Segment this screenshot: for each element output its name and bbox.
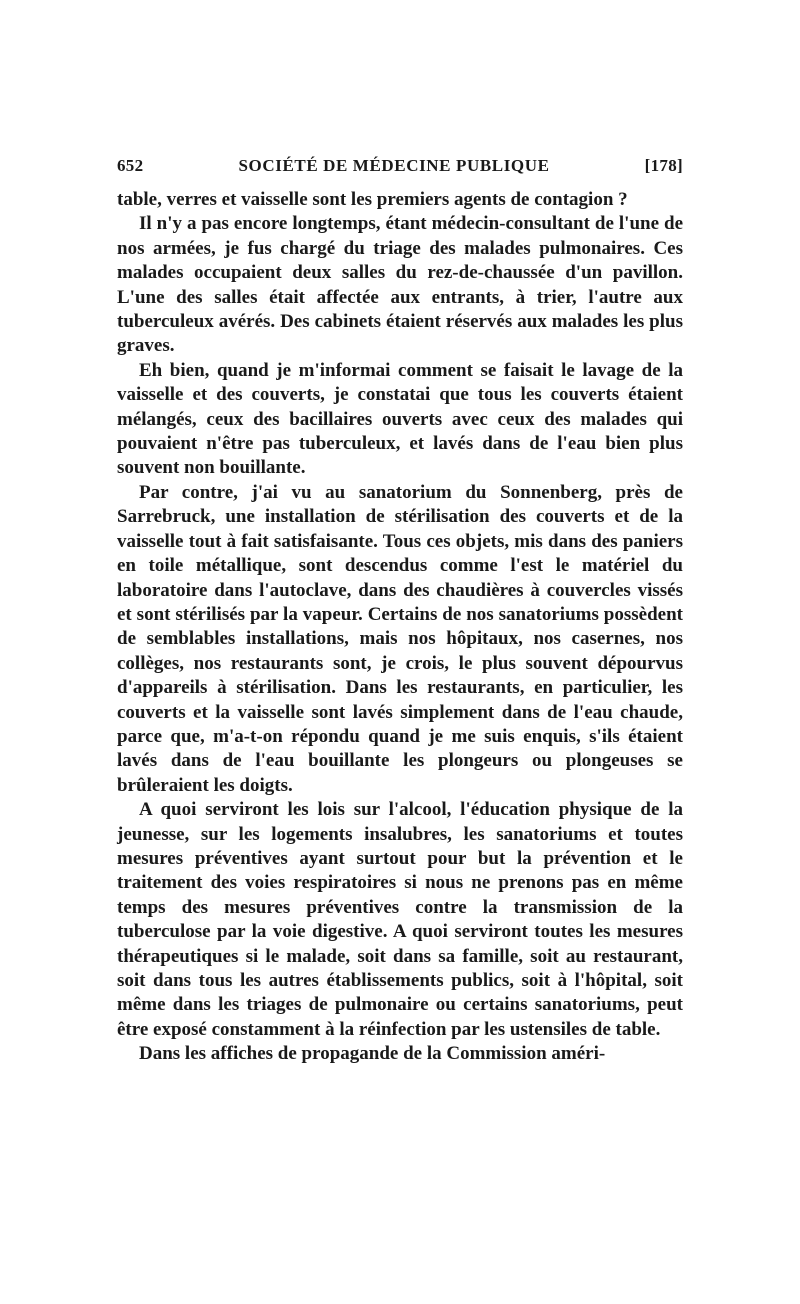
body-text [117,188,683,1067]
paragraph: Eh bien, quand je m'informai comment se faisait le lavage de la vaisselle et des couverts, je constatai que tous les couverts étaient mélangés, ceux des bacillaires ouverts avec ceux des malades qui pouvaient n'être pas tuberculeux, et lavés dans de l'eau bien plus souvent non bouillante. [117,359,683,479]
book-page [117,156,683,1067]
running-title: SOCIÉTÉ DE MÉDECINE PUBLIQUE [238,156,550,175]
section-number: [178] [644,156,683,175]
paragraph: Dans les affiches de propagande de la Commission améri- [139,1043,606,1065]
paragraph: Par contre, j'ai vu au sanatorium du Sonnenberg, près de Sarrebruck, une installation de stérilisation des couverts et de la vaisselle tout à fait satisfaisante. Tous ces objets, mis dans des paniers en toile métallique, sont descendus comme l'est le matériel du laboratoire dans l'autoclave, dans des chaudières à couvercles vissés et sont stérilisés par la vapeur. Certains de nos sanatoriums possèdent de semblables installations, mais nos hôpitaux, nos casernes, nos collèges, nos restaurants sont, je crois, le plus souvent dépourvus d'appareils à stérilisation. Dans les restaurants, en particulier, les couverts et la vaisselle sont lavés simplement dans de l'eau chaude, parce que, m'a-t-on répondu quand je me suis enquis, s'ils étaient lavés dans de l'eau bouillante les plongeurs ou plongeuses se brûleraient les doigts. [117,481,683,796]
running-header [117,156,683,182]
paragraph-continuation: table, verres et vaisselle sont les premiers agents de contagion ? [117,189,628,210]
paragraph: A quoi serviront les lois sur l'alcool, l'éducation physique de la jeunesse, sur les logements insalubres, les sanatoriums et toutes mesures préventives ayant surtout pour but la prévention et le traitement des voies respiratoires si nous ne prenons pas en même temps des mesures préventives contre la transmission de la tuberculose par la voie digestive. A quoi serviront toutes les mesures thérapeutiques si le malade, soit dans sa famille, soit au restaurant, soit dans tous les autres établissements publics, soit à l'hôpital, soit même dans les triages de pulmonaire ou certains sanatoriums, peut être exposé constamment à la réinfection par les ustensiles de table. [117,799,683,1040]
page-number: 652 [117,156,144,175]
paragraph: Il n'y a pas encore longtemps, étant médecin-consultant de l'une de nos armées, je fus chargé du triage des malades pulmonaires. Ces malades occupaient deux salles du rez-de-chaussée d'un pavillon. L'une des salles était affectée aux entrants, à trier, l'autre aux tuberculeux avérés. Des cabinets étaient réservés aux malades les plus graves. [117,213,683,357]
